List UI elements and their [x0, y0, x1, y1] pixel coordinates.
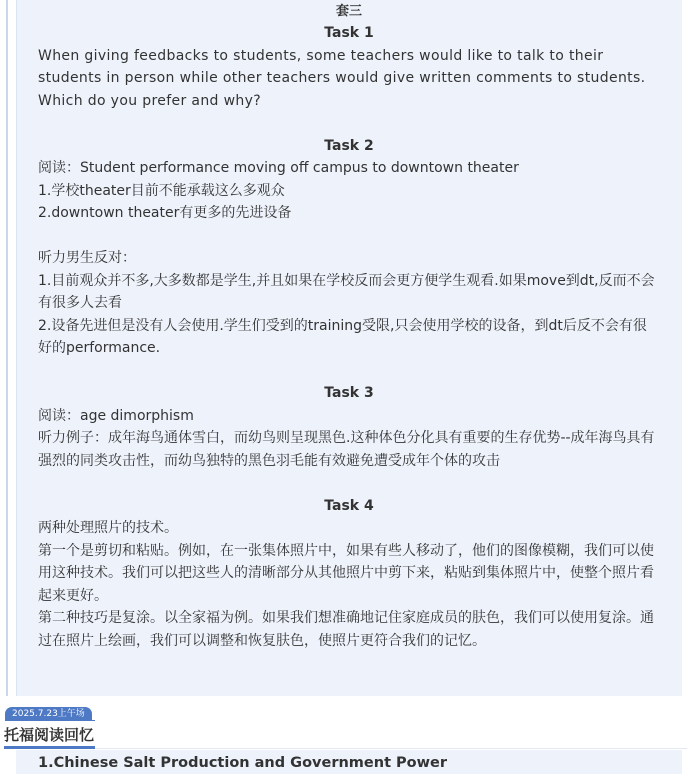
section-title-underline: [4, 746, 95, 749]
set-heading: 套三: [335, 4, 362, 19]
task1-heading: Task 1: [324, 25, 374, 41]
spacer: [38, 360, 660, 383]
reading-item-title: 1.Chinese Salt Production and Government Power: [38, 755, 448, 771]
task4-paragraph: 两种处理照片的技术。: [38, 520, 178, 536]
task2-listening-point: 2.设备先进但是没有人会使用.学生们受到的training受限,只会使用学校的设备，到dt后反不会有很好的performance.: [38, 317, 647, 356]
section-title: 托福阅读回忆: [4, 726, 95, 744]
left-rule: [6, 0, 8, 696]
date-tag-underline: [5, 720, 95, 721]
task2-heading: Task 2: [324, 137, 374, 154]
spacer: [38, 112, 660, 135]
task2-reading-point: 2.downtown theater有更多的先进设备: [38, 205, 292, 221]
spacer: [38, 472, 660, 495]
task1-prompt: When giving feedbacks to students, some teachers would like to talk to their students in person while other teachers would give written comments to students. Which do you prefer and why?: [38, 47, 646, 109]
speaking-recall-content: [38, 0, 660, 652]
task2-listening-label: 听力男生反对：: [38, 250, 136, 266]
task3-heading: Task 3: [324, 385, 374, 401]
task3-listening-text: 听力例子：成年海鸟通体雪白，而幼鸟则呈现黑色.这种体色分化具有重要的生存优势--成年海鸟具有强烈的同类攻击性，而幼鸟独特的黑色羽毛能有效避免遭受成年个体的攻击: [38, 430, 655, 469]
task4-heading: Task 4: [324, 497, 374, 514]
spacer: [38, 225, 660, 248]
task3-reading-label: 阅读：age dimorphism: [38, 407, 194, 424]
task2-reading-label: 阅读：Student performance moving off campus to downtown theater: [38, 160, 519, 176]
task4-paragraph: 第二种技巧是复涂。以全家福为例。如果我们想准确地记住家庭成员的肤色，我们可以使用复涂。通过在照片上绘画，我们可以调整和恢复肤色，使照片更符合我们的记忆。: [38, 610, 654, 649]
date-tag: 2025.7.23上午场: [5, 707, 92, 721]
task4-paragraph: 第一个是剪切和粘贴。例如，在一张集体照片中，如果有些人移动了，他们的图像模糊，我们可以使用这种技术。我们可以把这些人的清晰部分从其他照片中剪下来，粘贴到集体照片中，使整个照片看起来更好。: [38, 542, 654, 604]
task2-reading-point: 1.学校theater目前不能承载这么多观众: [38, 182, 285, 199]
task2-listening-point: 1.目前观众并不多,大多数都是学生,并且如果在学校反而会更方便学生观看.如果move到dt,反而不会有很多人去看: [38, 272, 655, 311]
section-divider: [95, 748, 687, 749]
